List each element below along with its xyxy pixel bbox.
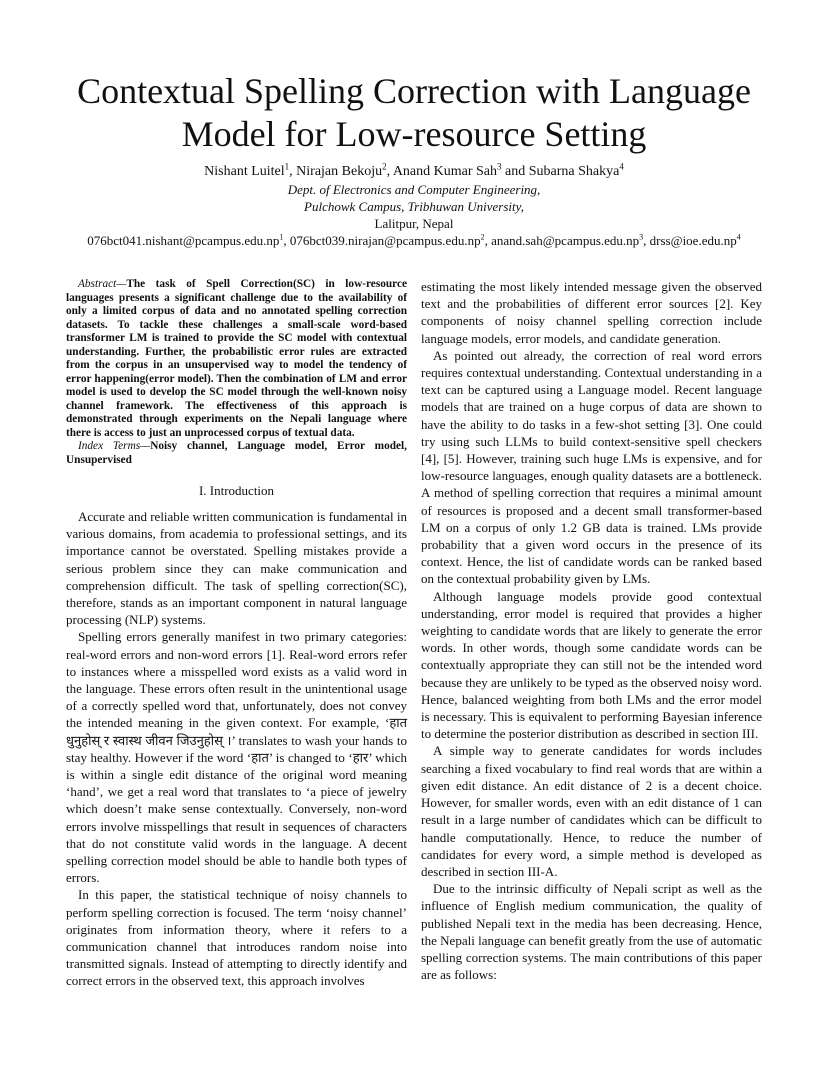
email-link[interactable]: drss@ioe.edu.np [649, 233, 737, 248]
affiliation-dept: Dept. of Electronics and Computer Engineering, [287, 182, 541, 197]
paragraph: As pointed out already, the correction of real word errors requires contextual understanding. Contextual understanding in a text can be captured using a Language model. Recent language models that are trained on a huge corpus of data are shown to have the ability to do tasks in a few-shot setting [3]. One could try using such LLMs to build context-sensitive spell checkers [4], [5]. However, training such huge LMs is expensive, and for low-resource languages, enough quality datasets are a bottleneck. A method of spelling correction that requires a minimal amount of resources is proposed and a decent small transformer-based LM on a corpus of only 1.2 GB data is trained. LMs provide probability that a given word occurs in the presence of its context. Hence, the list of candidate words can be ranked based on the contextual probability given by LMs. [421, 347, 762, 587]
abstract [66, 278, 407, 440]
affiliation-campus: Pulchowk Campus, Tribhuwan University, [304, 199, 524, 214]
email-separator: , [283, 233, 290, 248]
email-link[interactable]: anand.sah@pcampus.edu.np [491, 233, 640, 248]
email-link[interactable]: 076bct039.nirajan@pcampus.edu.np [289, 233, 481, 248]
paper-title [60, 70, 768, 156]
author-affil-mark: 2 [382, 161, 387, 172]
section-heading: I. Introduction [198, 483, 275, 498]
author-name: Anand Kumar Sah [392, 164, 498, 179]
author-conjunction: and [501, 164, 529, 179]
index-terms [66, 440, 407, 467]
author-name: Nishant Luitel [204, 164, 285, 179]
paragraph: Accurate and reliable written communication is fundamental in various domains, from academia to professional settings, and its importance cannot be overstated. Spelling mistakes provide a serious problem since they can make communication and comprehension difficult. The task of spelling correction(SC), therefore, stands as an important component in natural language processing (NLP) systems. [66, 509, 407, 628]
author-affil-mark: 4 [619, 161, 624, 172]
affiliation-city: Lalitpur, Nepal [374, 216, 454, 231]
email-affil-mark: 1 [279, 232, 284, 242]
left-column [66, 278, 407, 990]
right-column [421, 278, 762, 983]
title-line-2: Model for Low-resource Setting [181, 114, 647, 154]
title-line-1: Contextual Spelling Correction with Language [77, 71, 751, 111]
paragraph: Due to the intrinsic difficulty of Nepali script as well as the influence of English medium communication, the quality of published Nepali text in the media has been decreasing. Hence, the Nepali language can benefit greatly from the use of automatic spelling correction systems. The main contributions of this paper are as follows: [421, 881, 762, 983]
abstract-dash: — [116, 278, 127, 290]
paragraph: Although language models provide good contextual understanding, error model is required that provides a higher weighting to candidate words that are likely to generate the error words. In other words, though some candidate words can be contextually appropriate they can still not be the intended word because they are unlikely to be typed as the observed noisy word. Hence, balanced weighting from both LMs and the error model is necessary. This is equivalent to performing Bayesian inference to determine the posterior distribution as described in section III. [421, 588, 762, 742]
paragraph: A simple way to generate candidates for words includes searching a fixed vocabulary to find real words that are within a given edit distance. An edit distance of 2 is a decent choice. However, for smaller words, even with an edit distance of 1 can result in a large number of candidates which can be difficult to handle computationally. Hence, to reduce the number of candidates for every word, a simple method is developed as described in section III-A. [421, 743, 762, 879]
paragraph: In this paper, the statistical technique of noisy channels to perform spelling correction is focused. The term ‘noisy channel’ originates from information theory, where it refers to a communication channel that introduces random noise into transmitted signals. Instead of attempting to directly identify and correct errors in the observed text, this approach involves [66, 887, 407, 989]
author-list [40, 163, 788, 181]
email-affil-mark: 2 [480, 232, 485, 242]
index-terms-text: Noisy channel, Language model, Error model, Unsupervised [66, 440, 408, 466]
author-separator: , [289, 164, 297, 179]
abstract-text: The task of Spell Correction(SC) in low-resource languages presents a significant challenge due to the availability of only a limited corpus of data and no annotated spelling correction datasets. To tackle these challenges a small-scale word-based transformer LM is trained to provide the SC model with contextual understanding. Further, the probabilistic error rules are extracted from the corpus in an unsupervised way to model the tendency of error happening(error model). Then the combination of LM and error model is used to develop the SC model through the well-known noisy channel framework. The effectiveness of this approach is demonstrated through experiments on the Nepali language where there is access to just an unprocessed corpus of textual data. [66, 278, 407, 439]
email-separator: , [484, 233, 492, 248]
email-affil-mark: 4 [736, 232, 741, 242]
abstract-label: Abstract [78, 278, 117, 290]
author-affil-mark: 3 [497, 161, 502, 172]
email-affil-mark: 3 [639, 232, 644, 242]
author-separator: , [386, 164, 393, 179]
paragraph-continued: estimating the most likely intended message given the observed text and the probabilities of different error sources [2]. Key components of noisy channel spelling correction include language models, error models, and candidate generation. [421, 279, 762, 346]
index-terms-label: Index Terms [78, 440, 141, 452]
index-terms-dash: — [140, 440, 151, 452]
email-link[interactable]: 076bct041.nishant@pcampus.edu.np [87, 233, 280, 248]
author-affil-mark: 1 [284, 161, 290, 172]
email-list [30, 232, 798, 249]
paragraph: Spelling errors generally manifest in two primary categories: real-word errors and non-word errors [1]. Real-word errors refer to instances where a misspelled word exists as a valid word in the language. These errors often result in the unintentional usage of a correctly spelled word that, unfortunately, does not convey the intended meaning in the given context. For example, ‘हात धुनुहोस् र स्वास्थ जीवन जिउनुहोस् ।’ translates to wash your hands to stay healthy. However if the word ‘हात’ is changed to ‘हार’ which is within a single edit distance of the original word meaning ‘hand’, we get a real word that translates to ‘a piece of jewelry which doesn’t make sense contextually. Conversely, non-word errors involve misspellings that result in sequences of characters that do not constitute valid words in the language. A decent spelling correction model should be able to handle both types of errors. [66, 629, 407, 886]
author-name: Nirajan Bekoju [296, 164, 383, 179]
author-name: Subarna Shakya [528, 164, 620, 179]
email-separator: , [643, 233, 650, 248]
